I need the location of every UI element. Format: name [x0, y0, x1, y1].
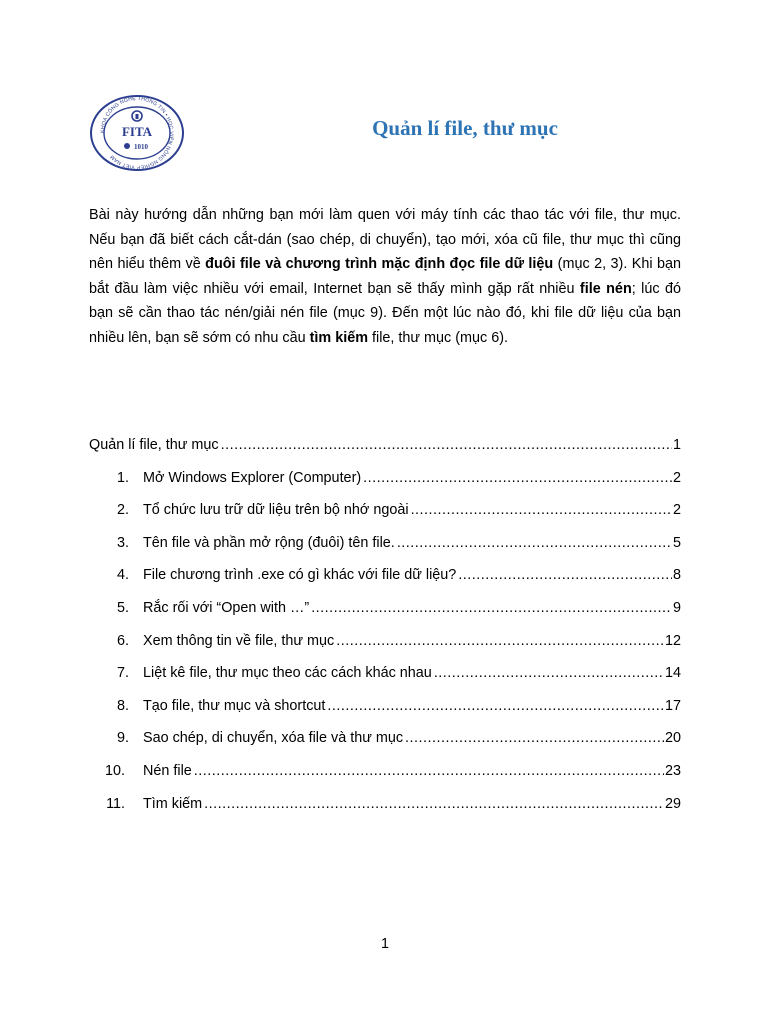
logo-emblem-text: FITA: [121, 124, 153, 139]
toc-entry-number: 7.: [116, 665, 129, 682]
page-number: 1: [380, 936, 389, 952]
toc-entry-number: 11.: [106, 795, 125, 812]
toc-leader-dots: [434, 659, 664, 687]
toc-entry-label: Tìm kiếm: [143, 790, 204, 818]
fita-logo: [89, 94, 185, 172]
toc-entry-4[interactable]: [89, 561, 681, 594]
toc-entry-9[interactable]: [89, 724, 681, 757]
toc-entry-number: 5.: [116, 599, 129, 616]
toc-entry-number: 9.: [116, 730, 129, 747]
toc-entry-number: 8.: [116, 697, 129, 714]
toc-entry-label: Tổ chức lưu trữ dữ liệu trên bộ nhớ ngoài: [143, 496, 411, 524]
toc-leader-dots: [221, 431, 672, 459]
toc-entry-label: Quản lí file, thư mục: [89, 431, 221, 459]
toc-entry-label: File chương trình .exe có gì khác với file dữ liệu?: [143, 561, 458, 589]
toc-entry-page: 17: [664, 697, 681, 714]
toc-entry-number: 4.: [116, 567, 129, 584]
toc-entry-page: 12: [664, 632, 681, 649]
toc-leader-dots: [363, 464, 672, 492]
toc-entry-main[interactable]: [89, 431, 681, 464]
toc-entry-number: 2.: [116, 502, 129, 519]
toc-entry-label: Liệt kê file, thư mục theo các cách khác nhau: [143, 659, 434, 687]
toc-entry-page: 9: [672, 599, 681, 616]
toc-entry-7[interactable]: [89, 659, 681, 692]
toc-entry-8[interactable]: [89, 692, 681, 725]
toc-entry-3[interactable]: [89, 529, 681, 562]
toc-entry-5[interactable]: [89, 594, 681, 627]
intro-bold-1: đuôi file và chương trình mặc định đọc file dữ liệu: [205, 256, 554, 272]
toc-entry-label: Xem thông tin về file, thư mục: [143, 627, 336, 655]
toc-entry-2[interactable]: [89, 496, 681, 529]
toc-entry-page: 8: [672, 567, 681, 584]
toc-entry-label: Tạo file, thư mục và shortcut: [143, 692, 327, 720]
table-of-contents: [89, 431, 681, 822]
logo-year-text: 1010: [134, 143, 148, 151]
toc-entry-label: Mở Windows Explorer (Computer): [143, 464, 363, 492]
toc-entry-label: Tên file và phần mở rộng (đuôi) tên file.: [143, 529, 397, 557]
intro-text-2: (mục 2, 3). Khi bạn bắt đầu làm việc nhiều với email, Internet bạn sẽ thấy mình gặp rất nhiều: [89, 256, 681, 297]
intro-bold-2: file nén: [579, 280, 632, 297]
toc-entry-page: 2: [672, 469, 681, 486]
toc-entry-label: Nén file: [143, 757, 194, 785]
toc-entry-number: 3.: [116, 534, 129, 551]
toc-entry-number: 6.: [116, 632, 129, 649]
toc-entry-6[interactable]: [89, 627, 681, 660]
toc-entry-label: Rắc rối với “Open with …”: [143, 594, 311, 622]
toc-entry-number: 1.: [116, 469, 129, 486]
toc-entry-number: 10.: [104, 762, 125, 779]
toc-entry-page: 23: [664, 762, 681, 779]
toc-leader-dots: [411, 496, 672, 524]
toc-leader-dots: [397, 529, 672, 557]
toc-entry-page: 20: [664, 730, 681, 747]
toc-entry-page: 1: [672, 437, 681, 453]
document-title: Quản lí file, thư mục: [372, 116, 558, 140]
toc-entry-11[interactable]: [89, 790, 681, 823]
toc-leader-dots: [336, 627, 664, 655]
toc-entry-page: 5: [672, 534, 681, 551]
toc-leader-dots: [405, 724, 664, 752]
intro-paragraph: [89, 203, 681, 350]
intro-text-4: file, thư mục (mục 6).: [368, 329, 509, 346]
logo-ring-text: KHOA CÔNG NGHỆ THÔNG TIN • HỌC VIỆN NÔNG NGHIỆP VIỆT NAM: [99, 95, 175, 171]
toc-entry-page: 2: [672, 502, 681, 519]
toc-leader-dots: [204, 790, 664, 818]
toc-entry-page: 14: [664, 665, 681, 682]
toc-leader-dots: [458, 561, 672, 589]
intro-bold-3: tìm kiếm: [309, 329, 369, 346]
intro-text-3: ; lúc đó bạn sẽ cần thao tác nén/giải nén file (mục 9). Đến một lúc nào đó, khi file dữ liệu của bạn nhiều lên, bạn sẽ sớm có nhu cầu: [89, 280, 681, 346]
toc-leader-dots: [327, 692, 664, 720]
intro-text-1: Bài này hướng dẫn những bạn mới làm quen với máy tính các thao tác với file, thư mục. Nếu bạn đã biết cách cắt-dán (sao chép, di chuyển), tạo mới, xóa cũ file, thư mục thì cũng nên hiểu thêm về: [89, 207, 681, 272]
toc-leader-dots: [194, 757, 664, 785]
toc-entry-1[interactable]: [89, 464, 681, 497]
toc-entry-page: 29: [664, 795, 681, 812]
toc-leader-dots: [311, 594, 672, 622]
toc-entry-label: Sao chép, di chuyển, xóa file và thư mục: [143, 724, 405, 752]
toc-entry-10[interactable]: [89, 757, 681, 790]
